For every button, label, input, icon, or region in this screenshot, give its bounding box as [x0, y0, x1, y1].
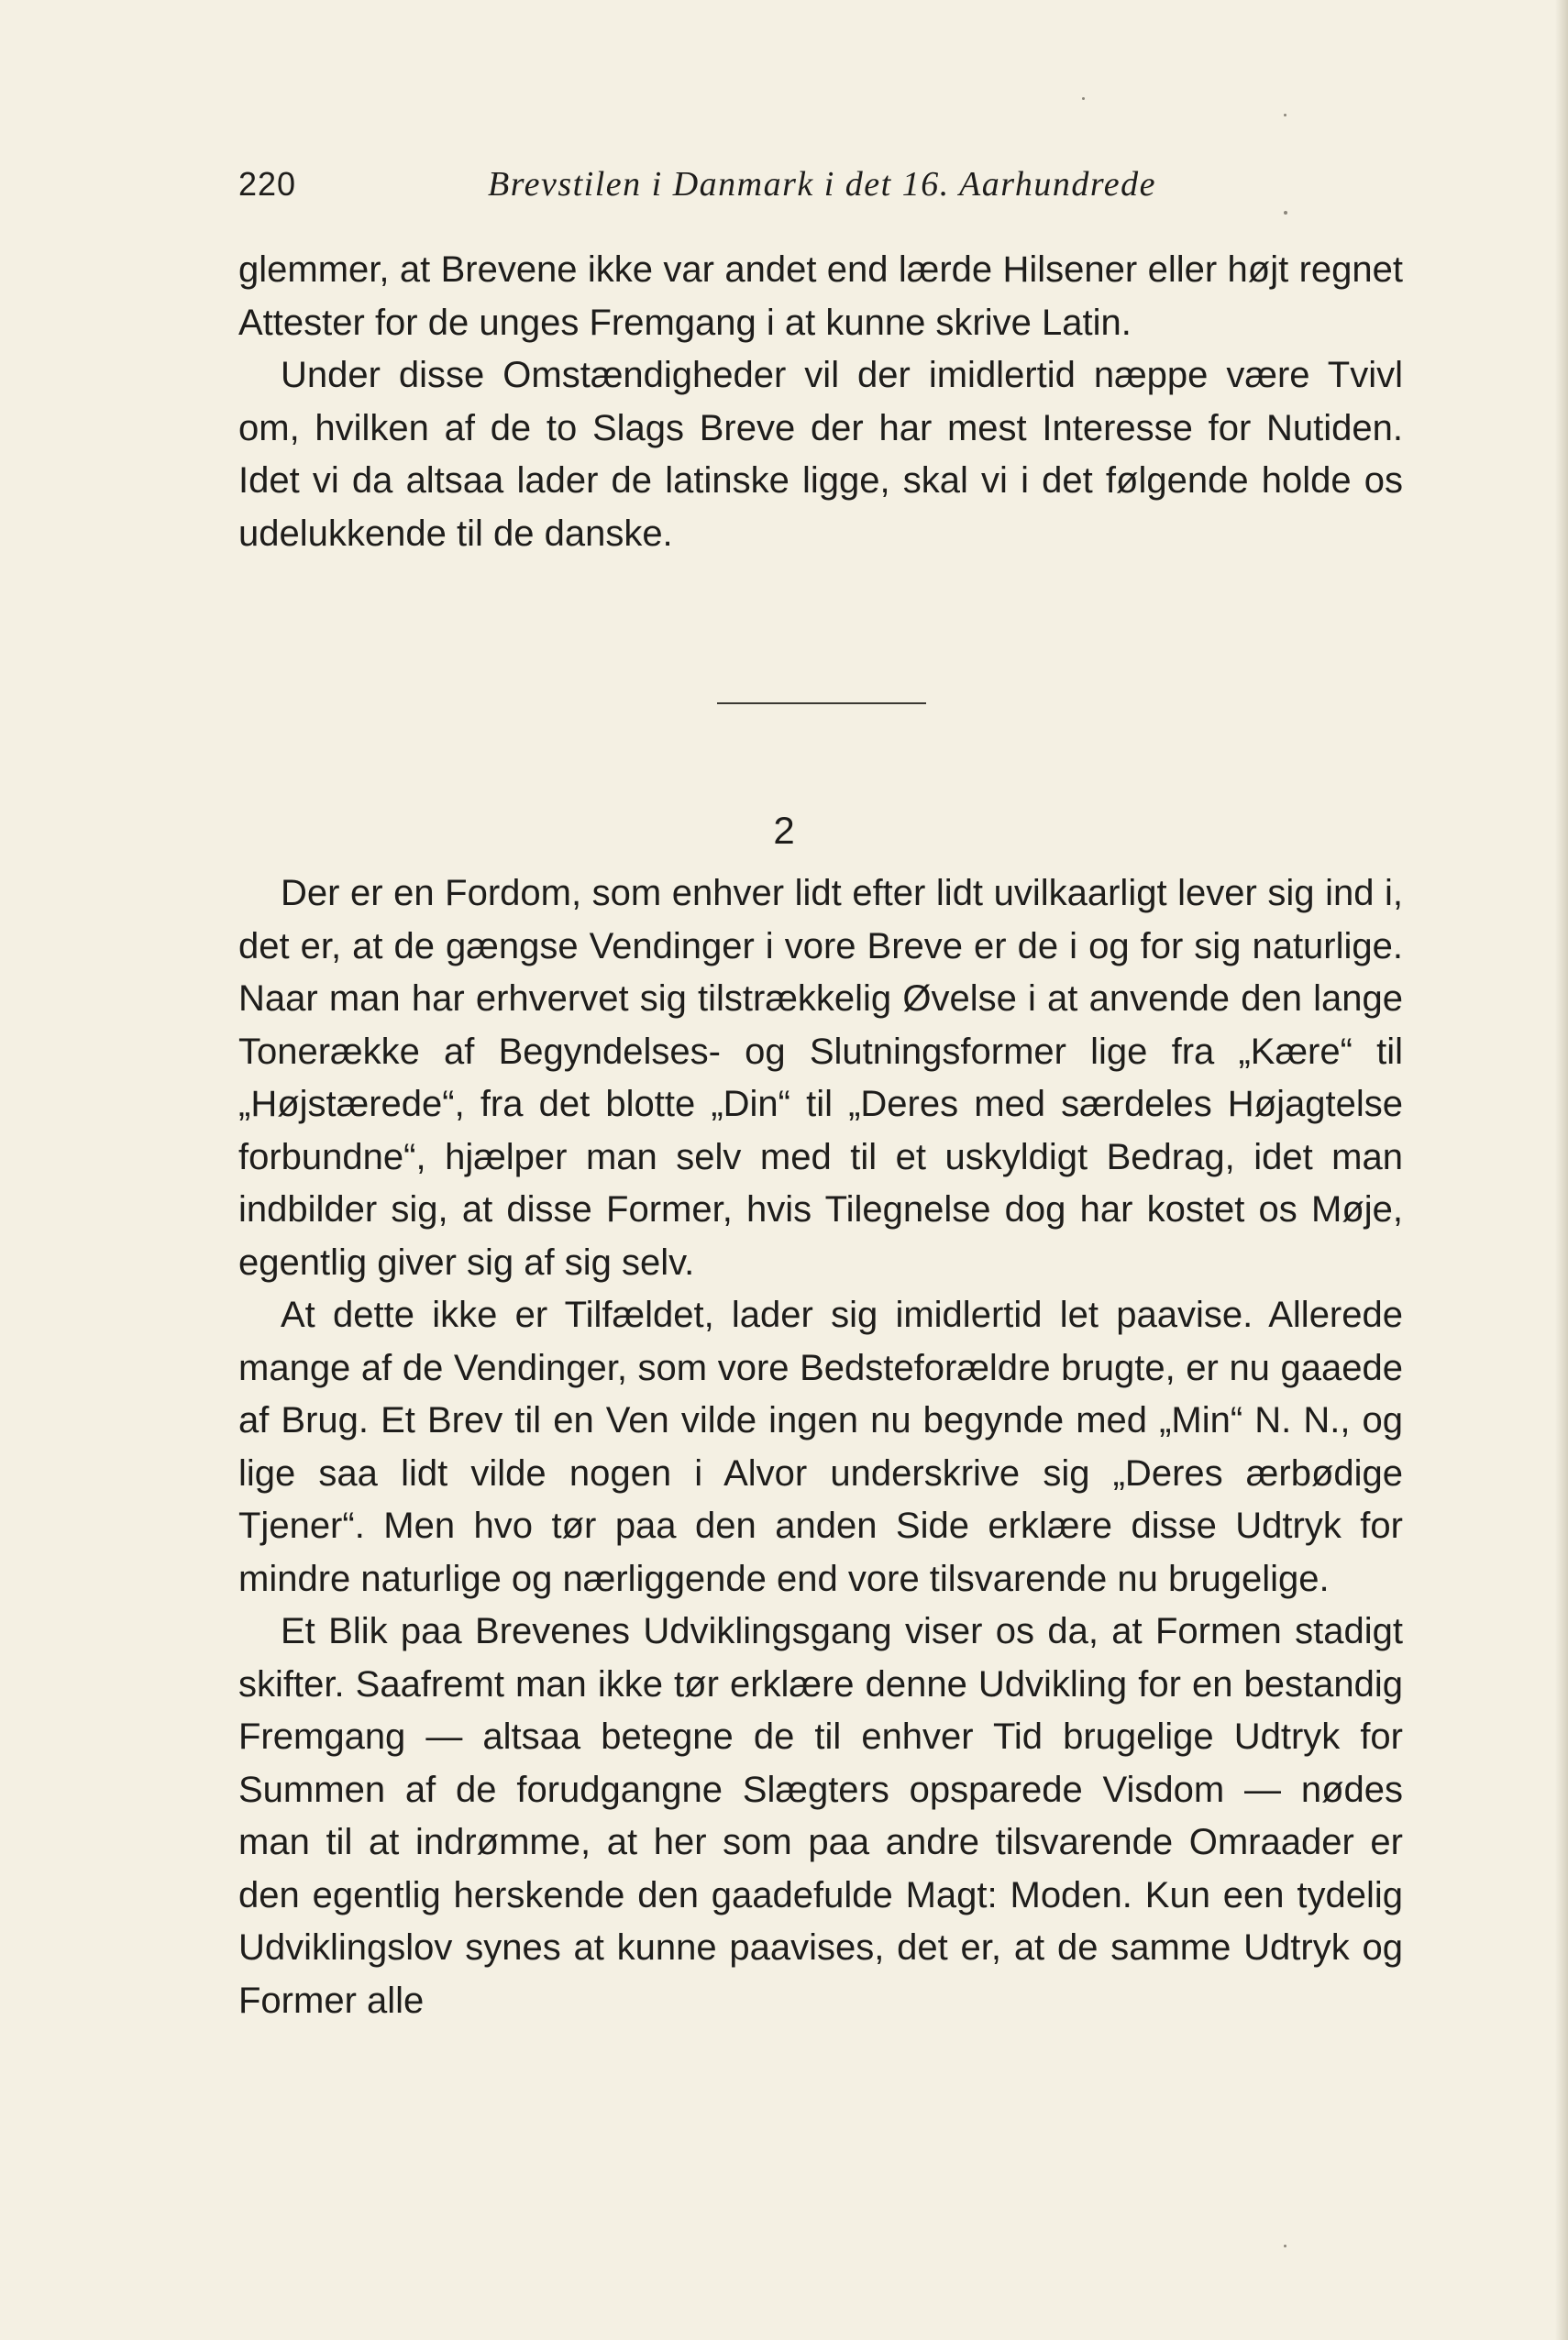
section-2-text	[238, 867, 1403, 2027]
running-title: Brevstilen i Danmark i det 16. Aarhundrede	[488, 165, 1156, 204]
paper-speck	[1284, 211, 1287, 215]
paragraph: glemmer, at Brevene ikke var andet end lærde Hilsener eller højt regnet Attester for de unges Fremgang i at kunne skrive Latin.	[238, 249, 1403, 343]
section-1-text	[238, 244, 1403, 560]
paper-speck	[1284, 2245, 1286, 2247]
paragraph: Under disse Omstændigheder vil der imidlertid næppe være Tvivl om, hvilken af de to Slags Breve der har mest Interesse for Nutiden. Idet vi da altsaa lader de latinske ligge, skal vi i det følgende holde os udelukkende til de danske.	[238, 355, 1403, 554]
running-head	[238, 161, 1403, 207]
section-divider	[717, 702, 926, 704]
paragraph: Et Blik paa Brevenes Udviklingsgang viser os da, at Formen stadigt skifter. Saafremt man ikke tør erklære denne Udvikling for en bestandig Fremgang — altsaa betegne de til enhver Tid brugelige Udtryk for Summen af de forudgangne Slægters opsparede Visdom — nødes man til at indrømme, at her som paa andre tilsvarende Omraader er den egentlig herskende den gaadefulde Magt: Moden. Kun een tydelig Udviklingslov synes at kunne paavises, det er, at de samme Udtryk og Former alle	[238, 1611, 1403, 2021]
paragraph: At dette ikke er Tilfældet, lader sig imidlertid let paavise. Allerede mange af de Vendinger, som vore Bedsteforældre brugte, er nu gaaede af Brug. Et Brev til en Ven vilde ingen nu begynde med „Min“ N. N., og lige saa lidt vilde nogen i Alvor underskrive sig „Deres ærbødige Tjener“. Men hvo tør paa den anden Side erklære disse Udtryk for mindre naturlige og nærliggende end vore tilsvarende nu brugelige.	[238, 1295, 1403, 1599]
page-number: 220	[238, 165, 297, 203]
section-number: 2	[773, 809, 795, 852]
page-edge-shadow	[1555, 0, 1568, 2340]
paper-speck	[1284, 114, 1286, 116]
paper-speck	[1082, 97, 1085, 100]
paragraph: Der er en Fordom, som enhver lidt efter lidt uvilkaarligt lever sig ind i, det er, at de gængse Vendinger i vore Breve er de i og for sig naturlige. Naar man har erhvervet sig tilstrækkelig Øvelse i at anvende den lange Tonerække af Begyndelses- og Slutningsformer lige fra „Kære“ til „Højstærede“, fra det blotte „Din“ til „Deres med særdeles Højagtelse forbundne“, hjælper man selv med til et uskyldigt Bedrag, idet man indbilder sig, at disse Former, hvis Tilegnelse dog har kostet os Møje, egentlig giver sig af sig selv.	[238, 873, 1403, 1283]
